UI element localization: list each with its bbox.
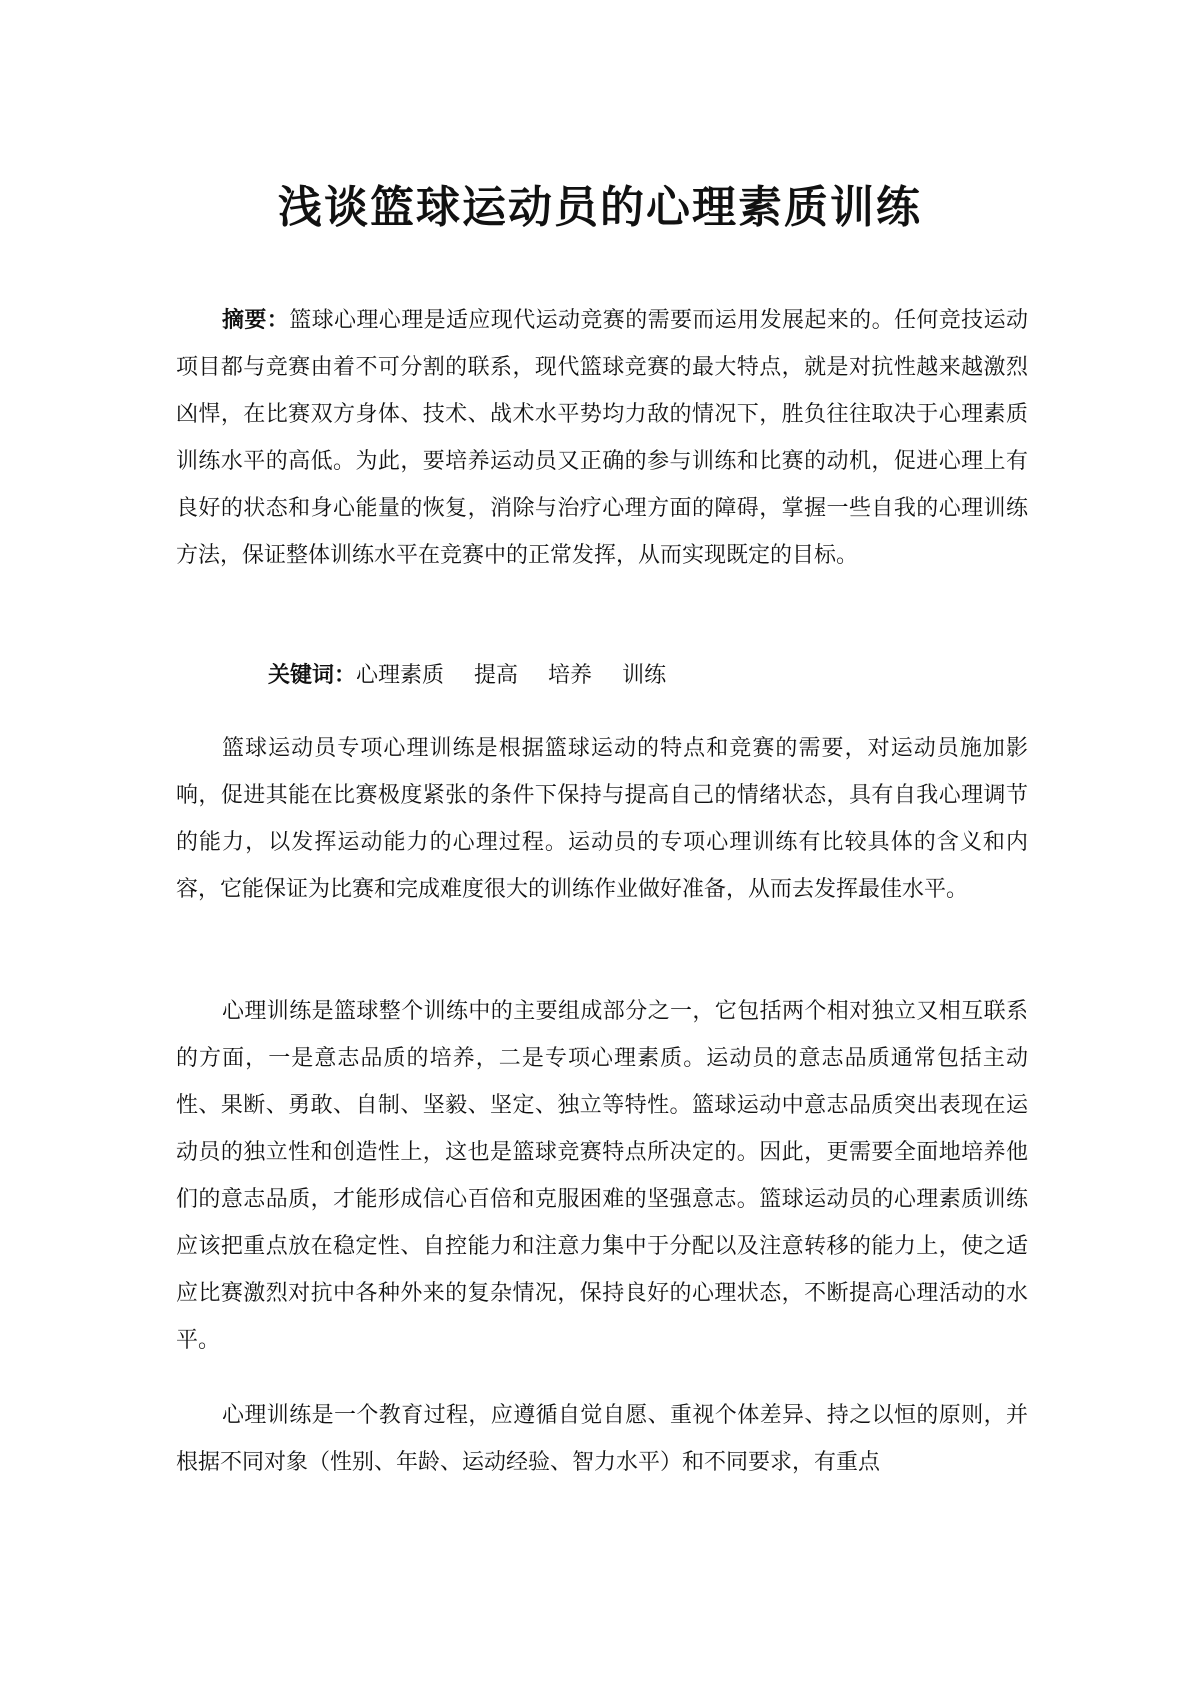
body-paragraph-2: 心理训练是篮球整个训练中的主要组成部分之一，它包括两个相对独立又相互联系的方面，一是意志品质的培养，二是专项心理素质。运动员的意志品质通常包括主动性、果断、勇敢、自制、坚毅、坚定、独立等特性。篮球运动中意志品质突出表现在运动员的独立性和创造性上，这也是篮球竞赛特点所决定的。因此，更需要全面地培养他们的意志品质，才能形成信心百倍和克服困难的坚强意志。篮球运动员的心理素质训练应该把重点放在稳定性、自控能力和注意力集中于分配以及注意转移的能力上，使之适应比赛激烈对抗中各种外来的复杂情况，保持良好的心理状态，不断提高心理活动的水平。	[176, 999, 1028, 1353]
keyword-item: 心理素质	[356, 663, 445, 688]
keyword-item: 培养	[548, 663, 593, 688]
keyword-item: 提高	[474, 663, 519, 688]
abstract-text: 篮球心理心理是适应现代运动竞赛的需要而运用发展起来的。任何竞技运动项目都与竞赛由着不可分割的联系，现代篮球竞赛的最大特点，就是对抗性越来越激烈凶悍，在比赛双方身体、技术、战术水平势均力敌的情况下，胜负往往取决于心理素质训练水平的高低。为此，要培养运动员又正确的参与训练和比赛的动机，促进心理上有良好的状态和身心能量的恢复，消除与治疗心理方面的障碍，掌握一些自我的心理训练方法，保证整体训练水平在竞赛中的正常发挥，从而实现既定的目标。	[176, 308, 1028, 568]
body-paragraph-3: 心理训练是一个教育过程，应遵循自觉自愿、重视个体差异、持之以恒的原则，并根据不同对象（性别、年龄、运动经验、智力水平）和不同要求，有重点	[176, 1403, 1028, 1475]
keyword-item: 训练	[622, 663, 667, 688]
document-title: 浅谈篮球运动员的心理素质训练	[278, 182, 922, 233]
body-paragraph-1: 篮球运动员专项心理训练是根据篮球运动的特点和竞赛的需要，对运动员施加影响，促进其能在比赛极度紧张的条件下保持与提高自己的情绪状态，具有自我心理调节的能力，以发挥运动能力的心理过程。运动员的专项心理训练有比较具体的含义和内容，它能保证为比赛和完成难度很大的训练作业做好准备，从而去发挥最佳水平。	[176, 736, 1028, 902]
keywords-section	[268, 652, 1028, 699]
keywords-label: 关键词：	[268, 663, 357, 688]
abstract-section	[176, 297, 1028, 579]
abstract-label: 摘要：	[222, 308, 290, 333]
